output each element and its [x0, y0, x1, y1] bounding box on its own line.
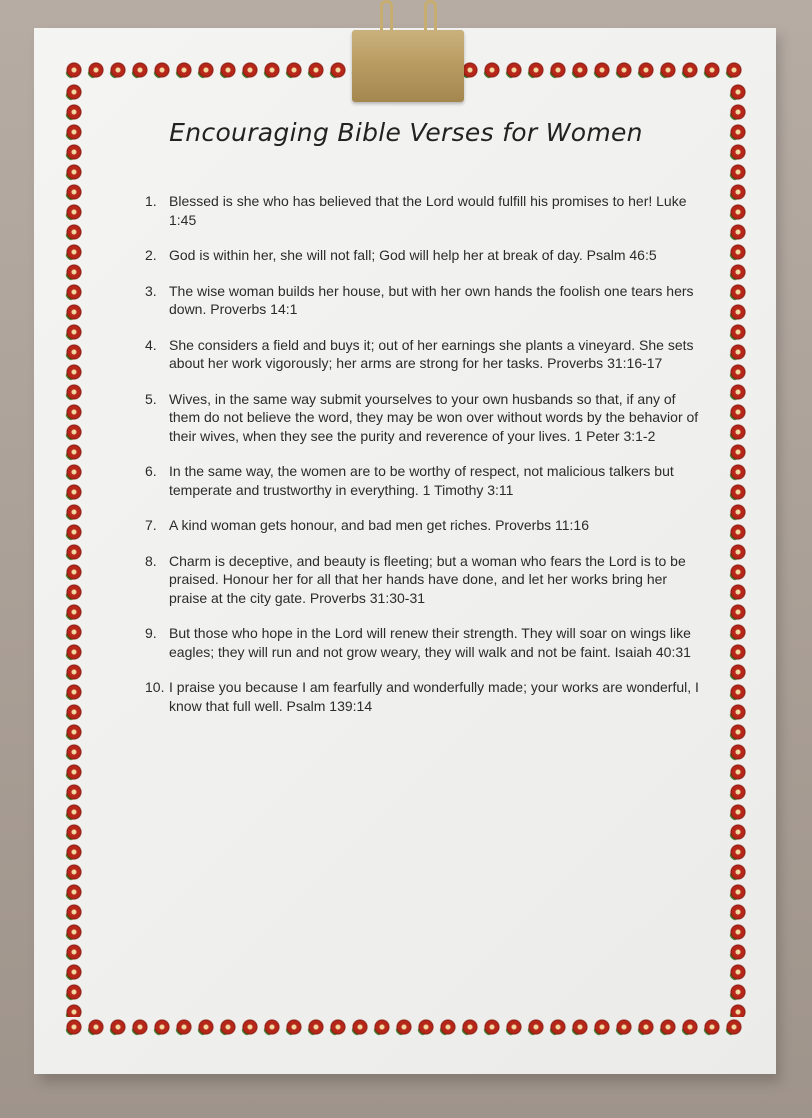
verse-text: She considers a field and buys it; out of her earnings she plants a vineyard. She sets about her work vigorously; her arms are strong for her tasks. Proverbs 31:16-17: [169, 336, 694, 371]
flower-icon: [87, 1018, 105, 1036]
flower-icon: [703, 61, 721, 79]
flower-icon: [263, 61, 281, 79]
page-title: Encouraging Bible Verses for Women: [169, 118, 643, 147]
flower-icon: [729, 323, 747, 341]
flower-icon: [153, 61, 171, 79]
flower-icon: [65, 283, 83, 301]
flower-icon: [65, 383, 83, 401]
flower-icon: [65, 263, 83, 281]
flower-icon: [307, 61, 325, 79]
flower-icon: [729, 923, 747, 941]
flower-icon: [65, 683, 83, 701]
flower-icon: [219, 1018, 237, 1036]
verse-item: [145, 336, 705, 373]
flower-icon: [65, 403, 83, 421]
flower-icon: [65, 843, 83, 861]
flower-icon: [351, 1018, 369, 1036]
verse-number: 8.: [145, 552, 157, 569]
flower-icon: [729, 843, 747, 861]
flower-icon: [65, 983, 83, 1001]
binder-clip-icon: [350, 0, 466, 106]
flower-icon: [729, 143, 747, 161]
verse-number: 3.: [145, 282, 157, 299]
verse-item: [145, 192, 705, 229]
verse-number: 6.: [145, 463, 157, 479]
flower-icon: [65, 443, 83, 461]
floral-border-left: [63, 82, 85, 1017]
flower-icon: [729, 263, 747, 281]
flower-icon: [285, 1018, 303, 1036]
verse-text: Charm is deceptive, and beauty is fleeting; but a woman who fears the Lord is to be praised. Honour her for all that her hands have done, and let her works bring her praise at the city gate. Proverbs 31:30-31: [169, 552, 686, 606]
flower-icon: [729, 403, 747, 421]
flower-icon: [109, 61, 127, 79]
flower-icon: [729, 103, 747, 121]
flower-icon: [65, 483, 83, 501]
flower-icon: [65, 603, 83, 621]
flower-icon: [729, 183, 747, 201]
flower-icon: [65, 203, 83, 221]
verse-item: [145, 282, 705, 319]
flower-icon: [729, 603, 747, 621]
flower-icon: [729, 543, 747, 561]
verse-number: 9.: [145, 625, 157, 641]
flower-icon: [65, 143, 83, 161]
flower-icon: [549, 61, 567, 79]
flower-icon: [65, 163, 83, 181]
flower-icon: [729, 703, 747, 721]
flower-icon: [571, 61, 589, 79]
flower-icon: [729, 583, 747, 601]
flower-icon: [729, 643, 747, 661]
flower-icon: [285, 61, 303, 79]
verse-number: 1.: [145, 193, 157, 209]
flower-icon: [703, 1018, 721, 1036]
verse-item: [145, 246, 705, 265]
flower-icon: [65, 823, 83, 841]
flower-icon: [65, 363, 83, 381]
flower-icon: [725, 61, 743, 79]
flower-icon: [729, 663, 747, 681]
flower-icon: [65, 183, 83, 201]
flower-icon: [729, 283, 747, 301]
binder-clip-body: [352, 30, 464, 102]
flower-icon: [729, 463, 747, 481]
verse-text: A kind woman gets honour, and bad men get riches. Proverbs 11:16: [169, 517, 589, 533]
flower-icon: [417, 1018, 435, 1036]
flower-icon: [65, 863, 83, 881]
flower-icon: [329, 61, 347, 79]
flower-icon: [729, 623, 747, 641]
flower-icon: [571, 1018, 589, 1036]
flower-icon: [659, 1018, 677, 1036]
flower-icon: [241, 1018, 259, 1036]
flower-icon: [729, 523, 747, 541]
flower-icon: [729, 883, 747, 901]
flower-icon: [197, 61, 215, 79]
flower-icon: [729, 863, 747, 881]
flower-icon: [65, 61, 83, 79]
flower-icon: [729, 343, 747, 361]
flower-icon: [65, 243, 83, 261]
flower-icon: [681, 1018, 699, 1036]
flower-icon: [505, 1018, 523, 1036]
flower-icon: [329, 1018, 347, 1036]
flower-icon: [65, 323, 83, 341]
flower-icon: [65, 523, 83, 541]
verse-number: 4.: [145, 336, 157, 353]
flower-icon: [65, 703, 83, 721]
flower-icon: [729, 83, 747, 101]
flower-icon: [153, 1018, 171, 1036]
flower-icon: [527, 61, 545, 79]
flower-icon: [65, 1003, 83, 1017]
flower-icon: [729, 223, 747, 241]
flower-icon: [65, 763, 83, 781]
flower-icon: [109, 1018, 127, 1036]
flower-icon: [729, 243, 747, 261]
flower-icon: [729, 423, 747, 441]
verse-number: 5.: [145, 390, 157, 407]
flower-icon: [65, 923, 83, 941]
verse-text: I praise you because I am fearfully and wonderfully made; your works are wonderful, I know that full well. Psalm 139:14: [169, 679, 699, 714]
verse-text: In the same way, the women are to be worthy of respect, not malicious talkers but temperate and trustworthy in everything. 1 Timothy 3:11: [169, 463, 674, 498]
flower-icon: [65, 583, 83, 601]
flower-icon: [65, 423, 83, 441]
flower-icon: [729, 763, 747, 781]
flower-icon: [65, 223, 83, 241]
flower-icon: [65, 623, 83, 641]
flower-icon: [729, 823, 747, 841]
flower-icon: [637, 1018, 655, 1036]
flower-icon: [729, 743, 747, 761]
flower-icon: [197, 1018, 215, 1036]
flower-icon: [395, 1018, 413, 1036]
verse-text: Wives, in the same way submit yourselves to your own husbands so that, if any of them do not believe the word, they may be won over without words by the behavior of their wives, when they see the purity and reverence of your lives. 1 Peter 3:1-2: [169, 390, 699, 444]
flower-icon: [729, 303, 747, 321]
floral-border-right: [727, 82, 749, 1017]
flower-icon: [615, 61, 633, 79]
flower-icon: [729, 123, 747, 141]
flower-icon: [729, 443, 747, 461]
verse-item: [145, 552, 705, 608]
flower-icon: [505, 61, 523, 79]
flower-icon: [549, 1018, 567, 1036]
flower-icon: [483, 1018, 501, 1036]
flower-icon: [65, 663, 83, 681]
floral-border-bottom: [63, 1017, 749, 1039]
verse-item: [145, 462, 705, 499]
flower-icon: [659, 61, 677, 79]
flower-icon: [65, 743, 83, 761]
flower-icon: [729, 563, 747, 581]
flower-icon: [729, 363, 747, 381]
flower-icon: [65, 123, 83, 141]
flower-icon: [241, 61, 259, 79]
verse-text: God is within her, she will not fall; God will help her at break of day. Psalm 46:5: [169, 247, 657, 263]
flower-icon: [729, 803, 747, 821]
flower-icon: [65, 303, 83, 321]
flower-icon: [65, 563, 83, 581]
flower-icon: [131, 61, 149, 79]
flower-icon: [65, 343, 83, 361]
flower-icon: [65, 783, 83, 801]
flower-icon: [65, 103, 83, 121]
flower-icon: [725, 1018, 743, 1036]
flower-icon: [615, 1018, 633, 1036]
flower-icon: [729, 983, 747, 1001]
flower-icon: [729, 903, 747, 921]
verse-number: 2.: [145, 247, 157, 263]
flower-icon: [373, 1018, 391, 1036]
verse-text: The wise woman builds her house, but with her own hands the foolish one tears hers down. Proverbs 14:1: [169, 282, 694, 317]
flower-icon: [65, 463, 83, 481]
verse-list: [145, 192, 705, 732]
flower-icon: [483, 61, 501, 79]
flower-icon: [729, 1003, 747, 1017]
flower-icon: [729, 683, 747, 701]
verse-item: [145, 516, 705, 535]
flower-icon: [65, 83, 83, 101]
flower-icon: [729, 483, 747, 501]
flower-icon: [307, 1018, 325, 1036]
flower-icon: [65, 803, 83, 821]
flower-icon: [131, 1018, 149, 1036]
flower-icon: [65, 643, 83, 661]
flower-icon: [87, 61, 105, 79]
flower-icon: [65, 943, 83, 961]
flower-icon: [527, 1018, 545, 1036]
verse-number: 10.: [145, 679, 165, 695]
flower-icon: [729, 203, 747, 221]
flower-icon: [729, 503, 747, 521]
verse-number: 7.: [145, 517, 157, 533]
flower-icon: [729, 963, 747, 981]
flower-icon: [263, 1018, 281, 1036]
flower-icon: [65, 963, 83, 981]
flower-icon: [461, 1018, 479, 1036]
flower-icon: [219, 61, 237, 79]
flower-icon: [65, 543, 83, 561]
verse-item: [145, 624, 705, 661]
flower-icon: [65, 1018, 83, 1036]
verse-text: Blessed is she who has believed that the Lord would fulfill his promises to her! Luke 1:45: [169, 193, 687, 228]
verse-item: [145, 390, 705, 446]
flower-icon: [65, 903, 83, 921]
flower-icon: [65, 503, 83, 521]
flower-icon: [729, 943, 747, 961]
flower-icon: [65, 723, 83, 741]
flower-icon: [593, 61, 611, 79]
flower-icon: [729, 163, 747, 181]
flower-icon: [65, 883, 83, 901]
flower-icon: [175, 1018, 193, 1036]
verse-text: But those who hope in the Lord will renew their strength. They will soar on wings like eagles; they will run and not grow weary, they will walk and not be faint. Isaiah 40:31: [169, 625, 691, 660]
flower-icon: [729, 783, 747, 801]
flower-icon: [729, 383, 747, 401]
flower-icon: [439, 1018, 457, 1036]
verse-item: [145, 678, 705, 715]
flower-icon: [637, 61, 655, 79]
flower-icon: [593, 1018, 611, 1036]
flower-icon: [681, 61, 699, 79]
flower-icon: [175, 61, 193, 79]
flower-icon: [729, 723, 747, 741]
